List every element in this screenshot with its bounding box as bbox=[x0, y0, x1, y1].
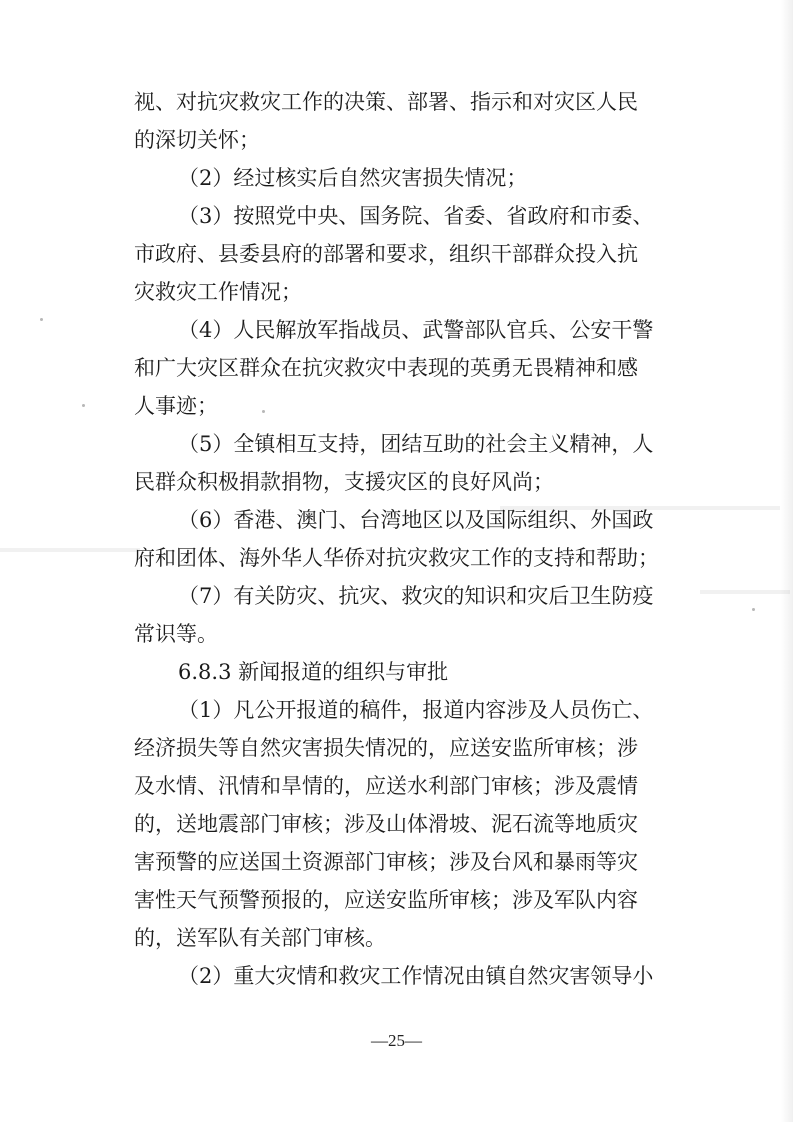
text-line: 经济损失等自然灾害损失情况的，应送安监所审核；涉 bbox=[134, 736, 638, 760]
text-line: 人事迹； bbox=[134, 394, 218, 418]
text-line: 和广大灾区群众在抗灾救灾中表现的英勇无畏精神和感 bbox=[134, 356, 638, 380]
scan-speck bbox=[262, 410, 265, 413]
text-line: 害性天气预警预报的，应送安监所审核；涉及军队内容 bbox=[134, 888, 638, 912]
text-line: （7）有关防灾、抗灾、救灾的知识和灾后卫生防疫 bbox=[178, 584, 654, 608]
text-line: 市政府、县委县府的部署和要求，组织干部群众投入抗 bbox=[134, 242, 638, 266]
text-line: （3）按照党中央、国务院、省委、省政府和市委、 bbox=[178, 204, 654, 228]
text-line: 视、对抗灾救灾工作的决策、部署、指示和对灾区人民 bbox=[134, 90, 638, 114]
text-line: （2）重大灾情和救灾工作情况由镇自然灾害领导小 bbox=[178, 964, 654, 988]
page-number: —25— bbox=[371, 1031, 422, 1050]
text-line: （1）凡公开报道的稿件，报道内容涉及人员伤亡、 bbox=[178, 698, 654, 722]
text-line: 常识等。 bbox=[134, 622, 218, 646]
text-line: 灾救灾工作情况； bbox=[134, 280, 302, 304]
text-line: 害预警的应送国土资源部门审核；涉及台风和暴雨等灾 bbox=[134, 850, 638, 874]
text-line: （5）全镇相互支持，团结互助的社会主义精神，人 bbox=[178, 432, 654, 456]
scan-artifact bbox=[700, 590, 790, 594]
scan-speck bbox=[82, 404, 85, 407]
section-heading: 6.8.3 新闻报道的组织与审批 bbox=[178, 660, 449, 684]
scan-edge-shadow bbox=[781, 0, 793, 1122]
text-line: 的，送军队有关部门审核。 bbox=[134, 926, 386, 950]
scan-speck bbox=[40, 318, 43, 321]
text-line: （4）人民解放军指战员、武警部队官兵、公安干警 bbox=[178, 318, 654, 342]
text-line: 及水情、汛情和旱情的，应送水利部门审核；涉及震情 bbox=[134, 774, 638, 798]
text-line: （2）经过核实后自然灾害损失情况； bbox=[178, 166, 528, 190]
scan-speck bbox=[752, 608, 755, 611]
text-line: （6）香港、澳门、台湾地区以及国际组织、外国政 bbox=[178, 508, 654, 532]
text-line: 府和团体、海外华人华侨对抗灾救灾工作的支持和帮助； bbox=[134, 546, 659, 570]
text-line: 的深切关怀； bbox=[134, 128, 260, 152]
scan-artifact bbox=[0, 548, 140, 552]
text-line: 民群众积极捐款捐物，支援灾区的良好风尚； bbox=[134, 470, 554, 494]
text-line: 的，送地震部门审核；涉及山体滑坡、泥石流等地质灾 bbox=[134, 812, 638, 836]
